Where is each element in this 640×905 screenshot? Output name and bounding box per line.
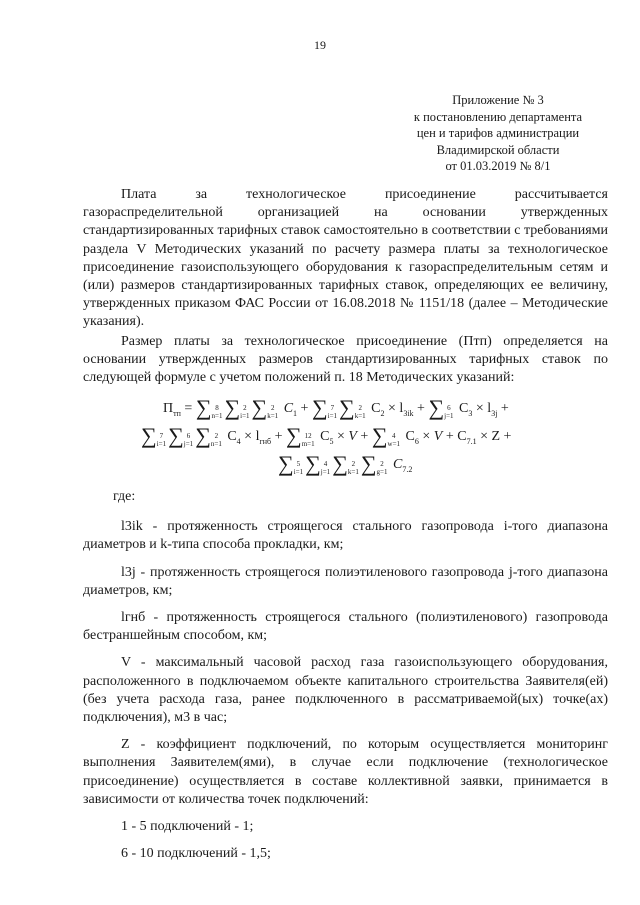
appendix-line-1: Приложение № 3 <box>452 93 544 107</box>
def-z: Z - коэффициент подключений, по которым осуществляется мониторинг выполнения Заявителем(ями), в случае если подключение (технологическое присоединение) осуществляется в составе коллективной заявки, принимается в зависимости от количества точек подключений: <box>83 737 608 807</box>
tariff-formula <box>83 385 608 485</box>
appendix-line-2: к постановлению департамента <box>413 109 583 124</box>
appendix-line-3: цен и тарифов администрации <box>416 126 580 140</box>
z-range-2: 6 - 10 подключений - 1,5; <box>121 846 271 862</box>
where-label: где: <box>113 489 136 504</box>
appendix-line-4: Владимирской области <box>436 142 560 157</box>
paragraph-1-text: Плата за технологическое присоединение рассчитывается газораспределительной организацией на основании утвержденных стандартизированных тарифных ставок самостоятельно в соответствии с требованиями раздела V Методических указаний по расчету размера платы за технологическое присоединение газоиспользующего оборудования к газораспределительным сетям и (или) размеров стандартизированных тарифных ставок, определяющих ее величину, утвержденных приказом ФАС России от 16.08.2018 № 1151/18 (далее – Методические указания). <box>83 187 608 330</box>
def-l3j: l3j - протяженность строящегося полиэтиленового газопровода j-того диапазона диаметров, км; <box>83 564 608 598</box>
formula-line-2: ∑ 7 i=1 ∑ 6 j=1 ∑ 2 n=1 $C_4 \times l_{гнб}$ + ∑ 12 m=1 $C_5 \times V$ + ∑ 4 w=1 $C_6 \times V + C_{7.1} \times Z$ + <box>141 423 512 448</box>
def-l3ik: l3ik - протяженность строящегося стального газопровода i-того диапазона диаметров и k-типа способа прокладки, км; <box>83 519 608 553</box>
paragraph-1 <box>83 186 608 332</box>
appendix-line-5: от 01.03.2019 № 8/1 <box>445 159 551 173</box>
definitions <box>83 488 608 872</box>
formula-line-1: $П_{тп}$ = ∑ 8 n=1 ∑ 2 i=1 ∑ 2 k=1 $C_1$ + ∑ 7 i=1 ∑ 2 k=1 $C_2 \times l_{3ik}$ + ∑ 6 j=1 $C_3 \times l_{3j}$ + <box>163 395 509 420</box>
appendix-header <box>408 92 588 175</box>
paragraph-2 <box>83 333 608 388</box>
formula-line-3: ∑ 5 i=1 ∑ 4 j=1 ∑ 2 k=1 ∑ 2 g=1 $C_{7.2}$ <box>278 451 413 476</box>
page-number: 19 <box>314 38 326 52</box>
z-range-1: 1 - 5 подключений - 1; <box>121 819 254 835</box>
paragraph-2-text: Размер платы за технологическое присоединение (Птп) определяется на основании утвержденных размеров стандартизированных тарифных ставок по следующей формуле с учетом положений п. 18 Методических указаний: <box>83 334 608 386</box>
def-lgnb: lгнб - протяженность строящегося стального (полиэтиленового) газопровода бестраншейным способом, км; <box>83 610 608 644</box>
def-v: V - максимальный часовой расход газа газоиспользующего оборудования, расположенного в подключаемом объекте капитального строительства Заявителя(ей) (без учета расхода газа, ранее подключенного в рассматриваемой(ых) точке(ах) подключения), м3 в час; <box>83 655 608 726</box>
